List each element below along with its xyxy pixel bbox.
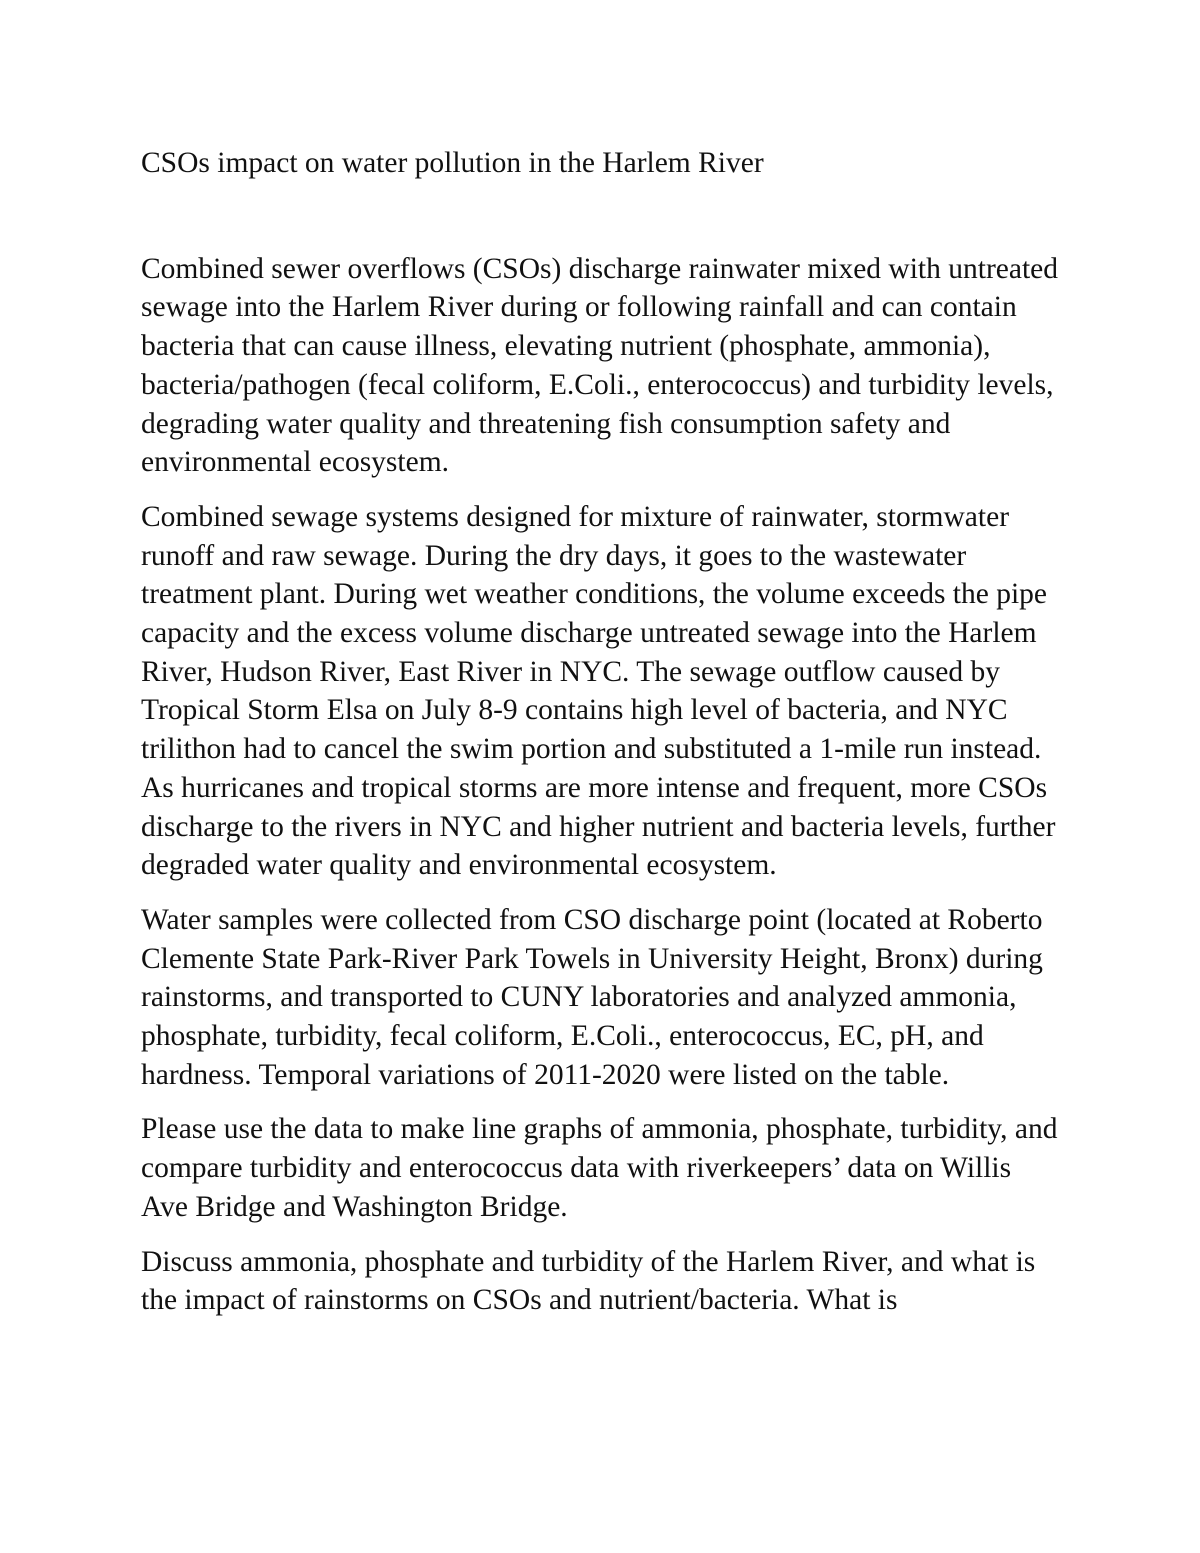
paragraph-assignment-graphs: Please use the data to make line graphs of ammonia, phosphate, turbidity, and compare turbidity and enterococcus data with riverkeepers’ data on Willis Ave Bridge and Washington Bridge.	[141, 1113, 1058, 1223]
paragraph-water-samples: Water samples were collected from CSO discharge point (located at Roberto Clemente State Park-River Park Towels in University Height, Bronx) during rainstorms, and transported to CUNY laboratories and analyzed ammonia, phosphate, turbidity, fecal coliform, E.Coli., enterococcus, EC, pH, and hardness. Temporal variations of 2011-2020 were listed on the table.	[141, 903, 1043, 1091]
paragraph-cso-overview: Combined sewer overflows (CSOs) discharge rainwater mixed with untreated sewage into the Harlem River during or following rainfall and can contain bacteria that can cause illness, elevating nutrient (phosphate, ammonia), bacteria/pathogen (fecal coliform, E.Coli., enterococcus) and turbidity levels, degrading water quality and threatening fish consumption safety and environmental ecosystem.	[141, 252, 1058, 479]
document-title: CSOs impact on water pollution in the Harlem River	[141, 147, 764, 179]
document-body	[141, 144, 1061, 1320]
paragraph-combined-sewage-systems: Combined sewage systems designed for mixture of rainwater, stormwater runoff and raw sewage. During the dry days, it goes to the wastewater treatment plant. During wet weather conditions, the volume exceeds the pipe capacity and the excess volume discharge untreated sewage into the Harlem River, Hudson River, East River in NYC. The sewage outflow caused by Tropical Storm Elsa on July 8-9 contains high level of bacteria, and NYC trilithon had to cancel the swim portion and substituted a 1-mile run instead. As hurricanes and tropical storms are more intense and frequent, more CSOs discharge to the rivers in NYC and higher nutrient and bacteria levels, further degraded water quality and environmental ecosystem.	[141, 500, 1056, 882]
paragraph-discussion: Discuss ammonia, phosphate and turbidity of the Harlem River, and what is the impact of rainstorms on CSOs and nutrient/bacteria. What is	[141, 1245, 1036, 1317]
